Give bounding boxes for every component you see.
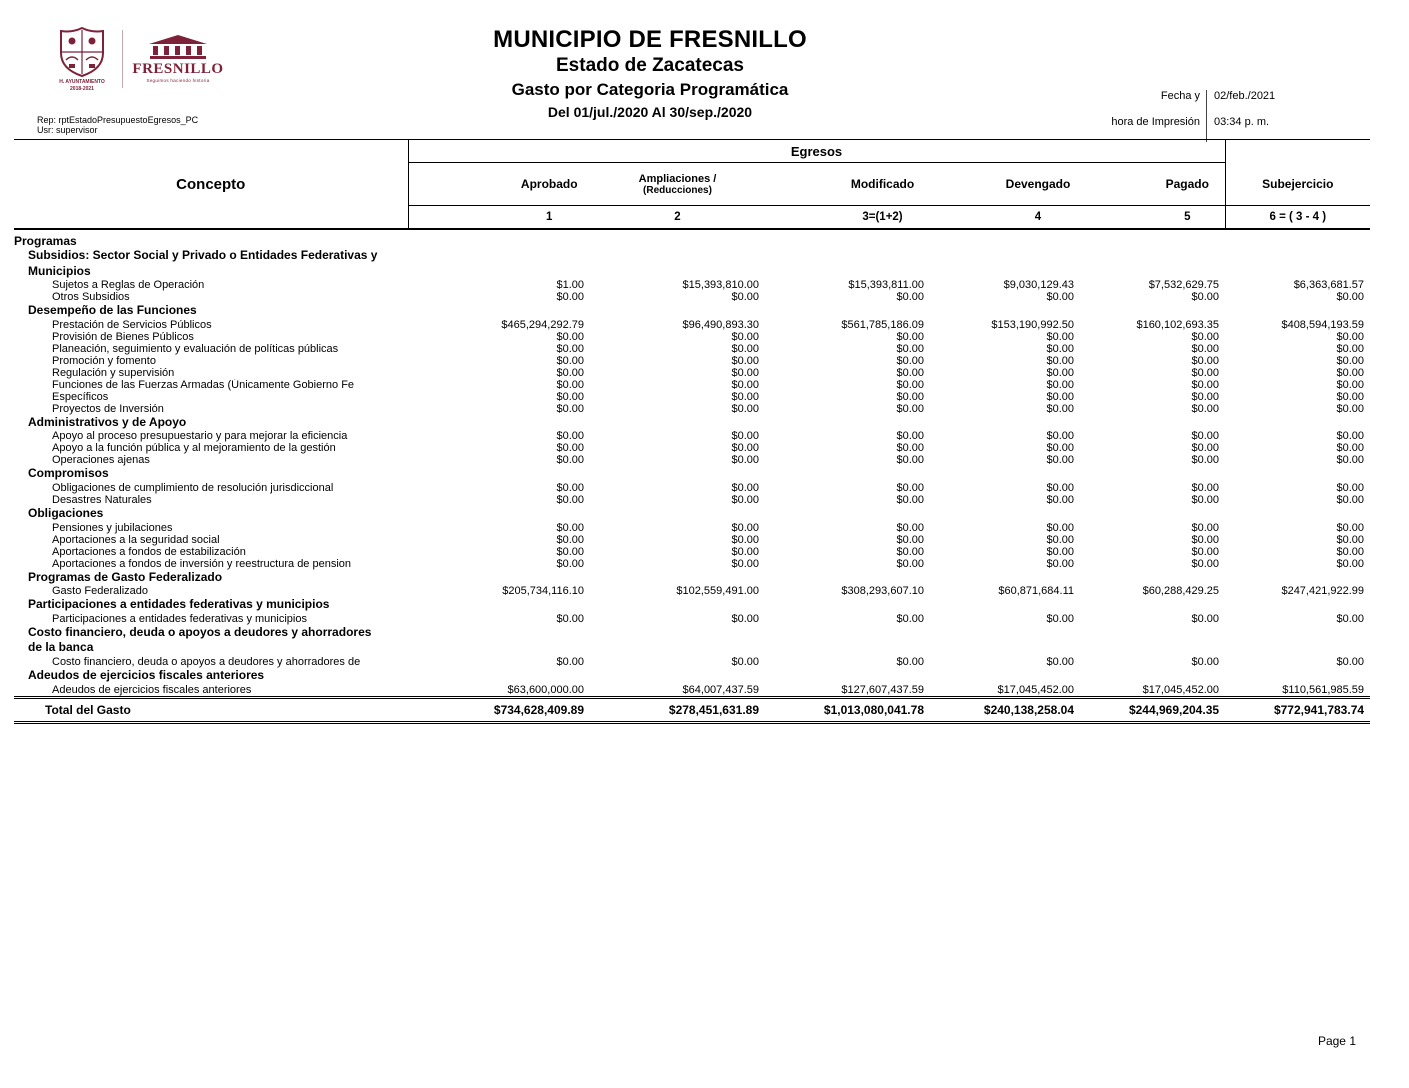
col-num-subejercicio: 6 = ( 3 - 4 ): [1225, 206, 1370, 230]
row-value: $0.00: [731, 545, 759, 558]
row-value: $0.00: [556, 390, 584, 403]
row-value: $0.00: [896, 655, 924, 668]
row-value: $0.00: [731, 366, 759, 379]
row-value: $0.00: [896, 291, 924, 304]
row-value: $9,030,129.43: [1003, 279, 1074, 292]
table-row: [14, 494, 1370, 506]
building-icon: [147, 35, 209, 60]
print-info: [1092, 90, 1275, 142]
row-label: Proyectos de Inversión: [52, 402, 164, 415]
row-label: Desastres Naturales: [52, 493, 152, 506]
row-label: Específicos: [52, 390, 109, 403]
table-row: [14, 291, 1370, 303]
row-value: $0.00: [556, 557, 584, 570]
row-value: $0.00: [1336, 330, 1365, 343]
row-value: $0.00: [1046, 291, 1074, 304]
row-label: Planeación, seguimiento y evaluación de políticas públicas: [52, 342, 339, 355]
col-header-ampliaciones-line2: (Reducciones): [643, 184, 712, 196]
row-value: $0.00: [1191, 481, 1220, 494]
section-row: [14, 570, 1370, 586]
row-value: $96,490,893.30: [682, 318, 759, 331]
section-row: [14, 466, 1370, 482]
egresos-band-row: [14, 140, 1370, 163]
row-value: $0.00: [896, 442, 924, 455]
row-value: $0.00: [731, 481, 759, 494]
row-label: Aportaciones a fondos de inversión y reestructura de pension: [52, 557, 352, 570]
section-row: [14, 597, 1370, 613]
row-value: $0.00: [1046, 454, 1074, 467]
row-value: $17,045,452.00: [1142, 683, 1220, 696]
row-value: $110,561,985.59: [1282, 683, 1365, 696]
row-value: $408,594,193.59: [1281, 318, 1365, 331]
row-value: $244,969,204.35: [1080, 697, 1225, 722]
table-row: [14, 391, 1370, 403]
row-value: $0.00: [731, 493, 759, 506]
row-value: $0.00: [731, 557, 759, 570]
table-body: [14, 229, 1370, 722]
row-label: Total del Gasto: [14, 697, 408, 722]
table-row: [14, 403, 1370, 415]
row-value: $160,102,693.35: [1136, 318, 1220, 331]
col-header-ampliaciones: [590, 163, 765, 206]
row-label: Gasto Federalizado: [52, 585, 148, 598]
section-row: [14, 303, 1370, 319]
report-title: MUNICIPIO DE FRESNILLO: [493, 26, 807, 53]
row-value: $278,451,631.89: [590, 697, 765, 722]
row-value: $0.00: [1046, 533, 1074, 546]
row-value: $734,628,409.89: [408, 697, 590, 722]
row-value: $0.00: [1336, 366, 1365, 379]
row-value: $0.00: [1336, 557, 1365, 570]
row-value: $0.00: [556, 655, 584, 668]
table-row: [14, 585, 1370, 597]
row-value: $0.00: [1191, 366, 1220, 379]
table-row: [14, 613, 1370, 625]
row-value: $0.00: [731, 291, 759, 304]
print-date-value: 02/feb./2021: [1214, 90, 1276, 102]
table-row: [14, 331, 1370, 343]
row-value: $0.00: [1336, 612, 1365, 625]
row-value: $0.00: [1046, 612, 1074, 625]
row-label: Programas de Gasto Federalizado: [28, 569, 223, 584]
row-value: $0.00: [1191, 612, 1220, 625]
row-value: $0.00: [731, 330, 759, 343]
row-value: $0.00: [556, 402, 584, 415]
col-num-devengado: 4: [930, 206, 1080, 230]
fresnillo-tagline: Seguimos haciendo historia: [146, 78, 210, 83]
section-row: [14, 506, 1370, 522]
row-value: $0.00: [896, 366, 924, 379]
row-value: $0.00: [1046, 354, 1074, 367]
section-row: [14, 415, 1370, 431]
row-value: $63,600,000.00: [507, 683, 584, 696]
row-value: $0.00: [1191, 291, 1220, 304]
row-label: Costo financiero, deuda o apoyos a deudores y ahorradores de la banca: [28, 624, 372, 655]
print-date-label: Fecha y: [1160, 90, 1200, 102]
row-label: Pensiones y jubilaciones: [52, 521, 173, 534]
concepto-column-header: Concepto: [14, 140, 408, 230]
print-info-values: [1206, 90, 1275, 142]
row-label: Obligaciones de cumplimiento de resolución jurisdiccional: [52, 481, 334, 494]
col-num-aprobado: 1: [408, 206, 590, 230]
print-time-label: hora de Impresión: [1111, 116, 1200, 128]
row-value: $0.00: [731, 655, 759, 668]
row-value: $17,045,452.00: [997, 683, 1074, 696]
table-row: [14, 546, 1370, 558]
row-value: $0.00: [1046, 342, 1074, 355]
row-value: $1.00: [556, 279, 584, 292]
col-header-modificado: Modificado: [765, 163, 930, 206]
row-value: $0.00: [731, 612, 759, 625]
row-label: Funciones de las Fuerzas Armadas (Únicamente Gobierno Fe: [52, 378, 355, 391]
row-label: Sujetos a Reglas de Operación: [52, 279, 205, 292]
report-period: Del 01/jul./2020 Al 30/sep./2020: [547, 104, 753, 120]
row-label: Participaciones a entidades federativas y municipios: [28, 597, 330, 612]
table-row: [14, 442, 1370, 454]
row-value: $0.00: [896, 493, 924, 506]
row-label: Subsidios: Sector Social y Privado o Entidades Federativas y Municipios: [28, 248, 378, 278]
row-value: $0.00: [731, 454, 759, 467]
row-value: $0.00: [1336, 481, 1365, 494]
row-value: $0.00: [1336, 342, 1365, 355]
budget-table: [14, 139, 1370, 724]
row-label: Otros Subsidios: [52, 291, 130, 304]
table-row: [14, 379, 1370, 391]
row-value: $247,421,922.99: [1281, 585, 1365, 598]
row-label: Costo financiero, deuda o apoyos a deudores y ahorradores de: [52, 655, 361, 668]
row-value: $0.00: [1336, 521, 1365, 534]
row-value: $0.00: [896, 481, 924, 494]
col-header-aprobado: Aprobado: [408, 163, 590, 206]
row-value: $0.00: [731, 533, 759, 546]
row-value: $0.00: [731, 378, 759, 391]
row-value: $1,013,080,041.78: [765, 697, 930, 722]
table-row: [14, 367, 1370, 379]
row-value: $0.00: [1046, 366, 1074, 379]
row-value: $0.00: [1336, 533, 1365, 546]
row-value: $0.00: [556, 612, 584, 625]
row-value: $0.00: [1336, 390, 1365, 403]
row-value: $0.00: [1046, 402, 1074, 415]
report-state: Estado de Zacatecas: [556, 55, 744, 76]
row-value: $0.00: [896, 521, 924, 534]
row-value: $0.00: [1046, 655, 1074, 668]
row-value: $0.00: [1191, 330, 1220, 343]
row-value: $0.00: [896, 354, 924, 367]
table-row: [14, 343, 1370, 355]
row-value: $0.00: [1336, 655, 1365, 668]
row-label: Administrativos y de Apoyo: [28, 414, 187, 429]
row-value: $0.00: [1191, 390, 1220, 403]
row-value: $0.00: [731, 390, 759, 403]
row-value: $153,190,992.50: [991, 318, 1074, 331]
row-value: $308,293,607.10: [841, 585, 924, 598]
row-value: $0.00: [1336, 354, 1365, 367]
section-row: [14, 625, 1370, 656]
row-label: Obligaciones: [28, 505, 104, 520]
report-id: Rep: rptEstadoPresupuestoEgresos_PC: [37, 115, 199, 125]
row-value: $0.00: [896, 402, 924, 415]
row-label: Promoción y fomento: [52, 354, 156, 367]
table-row: [14, 482, 1370, 494]
row-value: $0.00: [1191, 557, 1220, 570]
row-value: $240,138,258.04: [930, 697, 1080, 722]
row-value: $0.00: [556, 481, 584, 494]
row-value: $15,393,810.00: [682, 279, 759, 292]
row-value: $0.00: [1046, 481, 1074, 494]
row-value: $0.00: [896, 390, 924, 403]
row-value: $0.00: [896, 378, 924, 391]
col-num-pagado: 5: [1080, 206, 1225, 230]
row-value: $0.00: [556, 521, 584, 534]
row-value: $0.00: [896, 557, 924, 570]
row-value: $0.00: [1046, 442, 1074, 455]
print-info-labels: [1092, 90, 1206, 142]
row-value: $0.00: [1046, 557, 1074, 570]
row-value: $127,607,437.59: [841, 683, 924, 696]
row-value: $465,294,292.79: [501, 318, 584, 331]
row-label: Adeudos de ejercicios fiscales anteriores: [52, 683, 252, 696]
row-label: Regulación y supervisión: [52, 366, 175, 379]
row-value: $0.00: [896, 330, 924, 343]
table-row: [14, 684, 1370, 698]
row-value: $205,734,116.10: [502, 585, 584, 598]
row-value: $0.00: [1191, 454, 1220, 467]
row-value: $7,532,629.75: [1148, 279, 1220, 292]
row-value: $0.00: [731, 342, 759, 355]
row-value: $0.00: [1046, 390, 1074, 403]
section-row: [14, 229, 1370, 248]
row-label: Aportaciones a la seguridad social: [52, 533, 220, 546]
report-name: Gasto por Categoria Programática: [511, 80, 789, 99]
crest-caption-line1: H. AYUNTAMIENTO: [59, 79, 105, 85]
row-value: $0.00: [1046, 521, 1074, 534]
row-value: $0.00: [1191, 430, 1220, 443]
row-value: $0.00: [556, 430, 584, 443]
row-value: $0.00: [556, 454, 584, 467]
row-value: $64,007,437.59: [682, 683, 759, 696]
row-value: $0.00: [556, 342, 584, 355]
col-header-devengado: Devengado: [930, 163, 1080, 206]
row-value: $0.00: [1336, 545, 1365, 558]
row-value: $60,871,684.11: [998, 585, 1074, 598]
row-value: $0.00: [1191, 442, 1220, 455]
col-header-pagado: Pagado: [1080, 163, 1225, 206]
table-row: [14, 319, 1370, 331]
logo-divider: [122, 30, 123, 88]
row-value: $0.00: [556, 378, 584, 391]
row-value: $0.00: [556, 533, 584, 546]
table-row: [14, 454, 1370, 466]
row-value: $0.00: [1046, 493, 1074, 506]
title-block: [280, 26, 1020, 120]
table-row: [14, 279, 1370, 291]
row-value: $0.00: [1336, 493, 1365, 506]
row-value: $0.00: [1046, 378, 1074, 391]
row-label: Prestación de Servicios Públicos: [52, 318, 212, 331]
municipal-crest-logo: [52, 26, 112, 92]
row-value: $0.00: [1191, 521, 1220, 534]
row-label: Operaciones ajenas: [52, 454, 150, 467]
row-label: Apoyo a la función pública y al mejoramiento de la gestión: [52, 442, 336, 455]
row-value: $0.00: [1336, 454, 1365, 467]
row-label: Provisión de Bienes Públicos: [52, 330, 194, 343]
crest-caption: [59, 79, 105, 92]
row-value: $0.00: [1191, 533, 1220, 546]
row-value: $772,941,783.74: [1225, 697, 1370, 722]
row-label: Programas: [14, 234, 77, 248]
row-value: $0.00: [1336, 378, 1365, 391]
report-meta: [37, 116, 198, 135]
row-label: Apoyo al proceso presupuestario y para mejorar la eficiencia: [52, 430, 348, 443]
page-number: Page 1: [1317, 1034, 1356, 1048]
section-row: [14, 248, 1370, 279]
row-value: $0.00: [896, 430, 924, 443]
row-value: $0.00: [896, 342, 924, 355]
report-user: Usr: supervisor: [37, 125, 98, 135]
crest-caption-line2: 2018-2021: [70, 85, 94, 92]
fresnillo-logo: [133, 35, 223, 83]
table-row: [14, 558, 1370, 570]
row-value: $0.00: [1336, 402, 1365, 415]
row-value: $0.00: [556, 493, 584, 506]
crest-icon: [57, 26, 107, 78]
row-value: $0.00: [1336, 430, 1365, 443]
row-value: $0.00: [1191, 354, 1220, 367]
row-value: $0.00: [556, 354, 584, 367]
row-value: $0.00: [731, 354, 759, 367]
row-value: $0.00: [1046, 330, 1074, 343]
row-value: $0.00: [1336, 291, 1365, 304]
row-value: $60,288,429.25: [1142, 585, 1220, 598]
col-header-subejercicio: Subejercicio: [1225, 163, 1370, 206]
total-row: [14, 697, 1370, 722]
row-value: $0.00: [1191, 342, 1220, 355]
row-value: $15,393,811.00: [848, 279, 924, 292]
col-header-ampliaciones-line1: Ampliaciones /: [638, 172, 717, 185]
row-label: Aportaciones a fondos de estabilización: [52, 545, 246, 558]
row-value: $0.00: [1336, 442, 1365, 455]
row-label: Desempeño de las Funciones: [28, 303, 197, 318]
row-value: $0.00: [1191, 402, 1220, 415]
table-row: [14, 522, 1370, 534]
col-num-ampliaciones: 2: [590, 206, 765, 230]
row-value: $0.00: [1046, 430, 1074, 443]
table-row: [14, 656, 1370, 668]
row-value: $0.00: [556, 330, 584, 343]
egresos-band-header: Egresos: [408, 140, 1225, 163]
table-row: [14, 430, 1370, 442]
row-value: $0.00: [1191, 493, 1220, 506]
row-value: $0.00: [556, 291, 584, 304]
row-value: $0.00: [731, 430, 759, 443]
row-label: Adeudos de ejercicios fiscales anteriores: [28, 667, 265, 682]
row-value: $0.00: [1191, 378, 1220, 391]
row-value: $0.00: [896, 545, 924, 558]
section-row: [14, 668, 1370, 684]
row-value: $0.00: [731, 521, 759, 534]
row-value: $0.00: [896, 454, 924, 467]
row-value: $561,785,186.09: [841, 318, 924, 331]
row-value: $0.00: [1191, 545, 1220, 558]
row-label: Participaciones a entidades federativas y municipios: [52, 612, 307, 625]
row-value: $0.00: [896, 612, 924, 625]
row-value: $0.00: [731, 442, 759, 455]
row-value: $0.00: [1191, 655, 1220, 668]
logo-block: [52, 26, 223, 92]
row-value: $0.00: [556, 366, 584, 379]
row-label: Compromisos: [28, 466, 109, 481]
row-value: $102,559,491.00: [676, 585, 759, 598]
row-value: $0.00: [1046, 545, 1074, 558]
fresnillo-wordmark: FRESNILLO: [132, 61, 224, 77]
row-value: $6,363,681.57: [1293, 279, 1365, 292]
table-row: [14, 534, 1370, 546]
col-num-modificado: 3=(1+2): [765, 206, 930, 230]
row-value: $0.00: [896, 533, 924, 546]
table-row: [14, 355, 1370, 367]
row-value: $0.00: [556, 545, 584, 558]
print-time-value: 03:34 p. m.: [1214, 116, 1270, 128]
egresos-band-spacer: [1225, 140, 1370, 163]
row-value: $0.00: [731, 402, 759, 415]
row-value: $0.00: [556, 442, 584, 455]
